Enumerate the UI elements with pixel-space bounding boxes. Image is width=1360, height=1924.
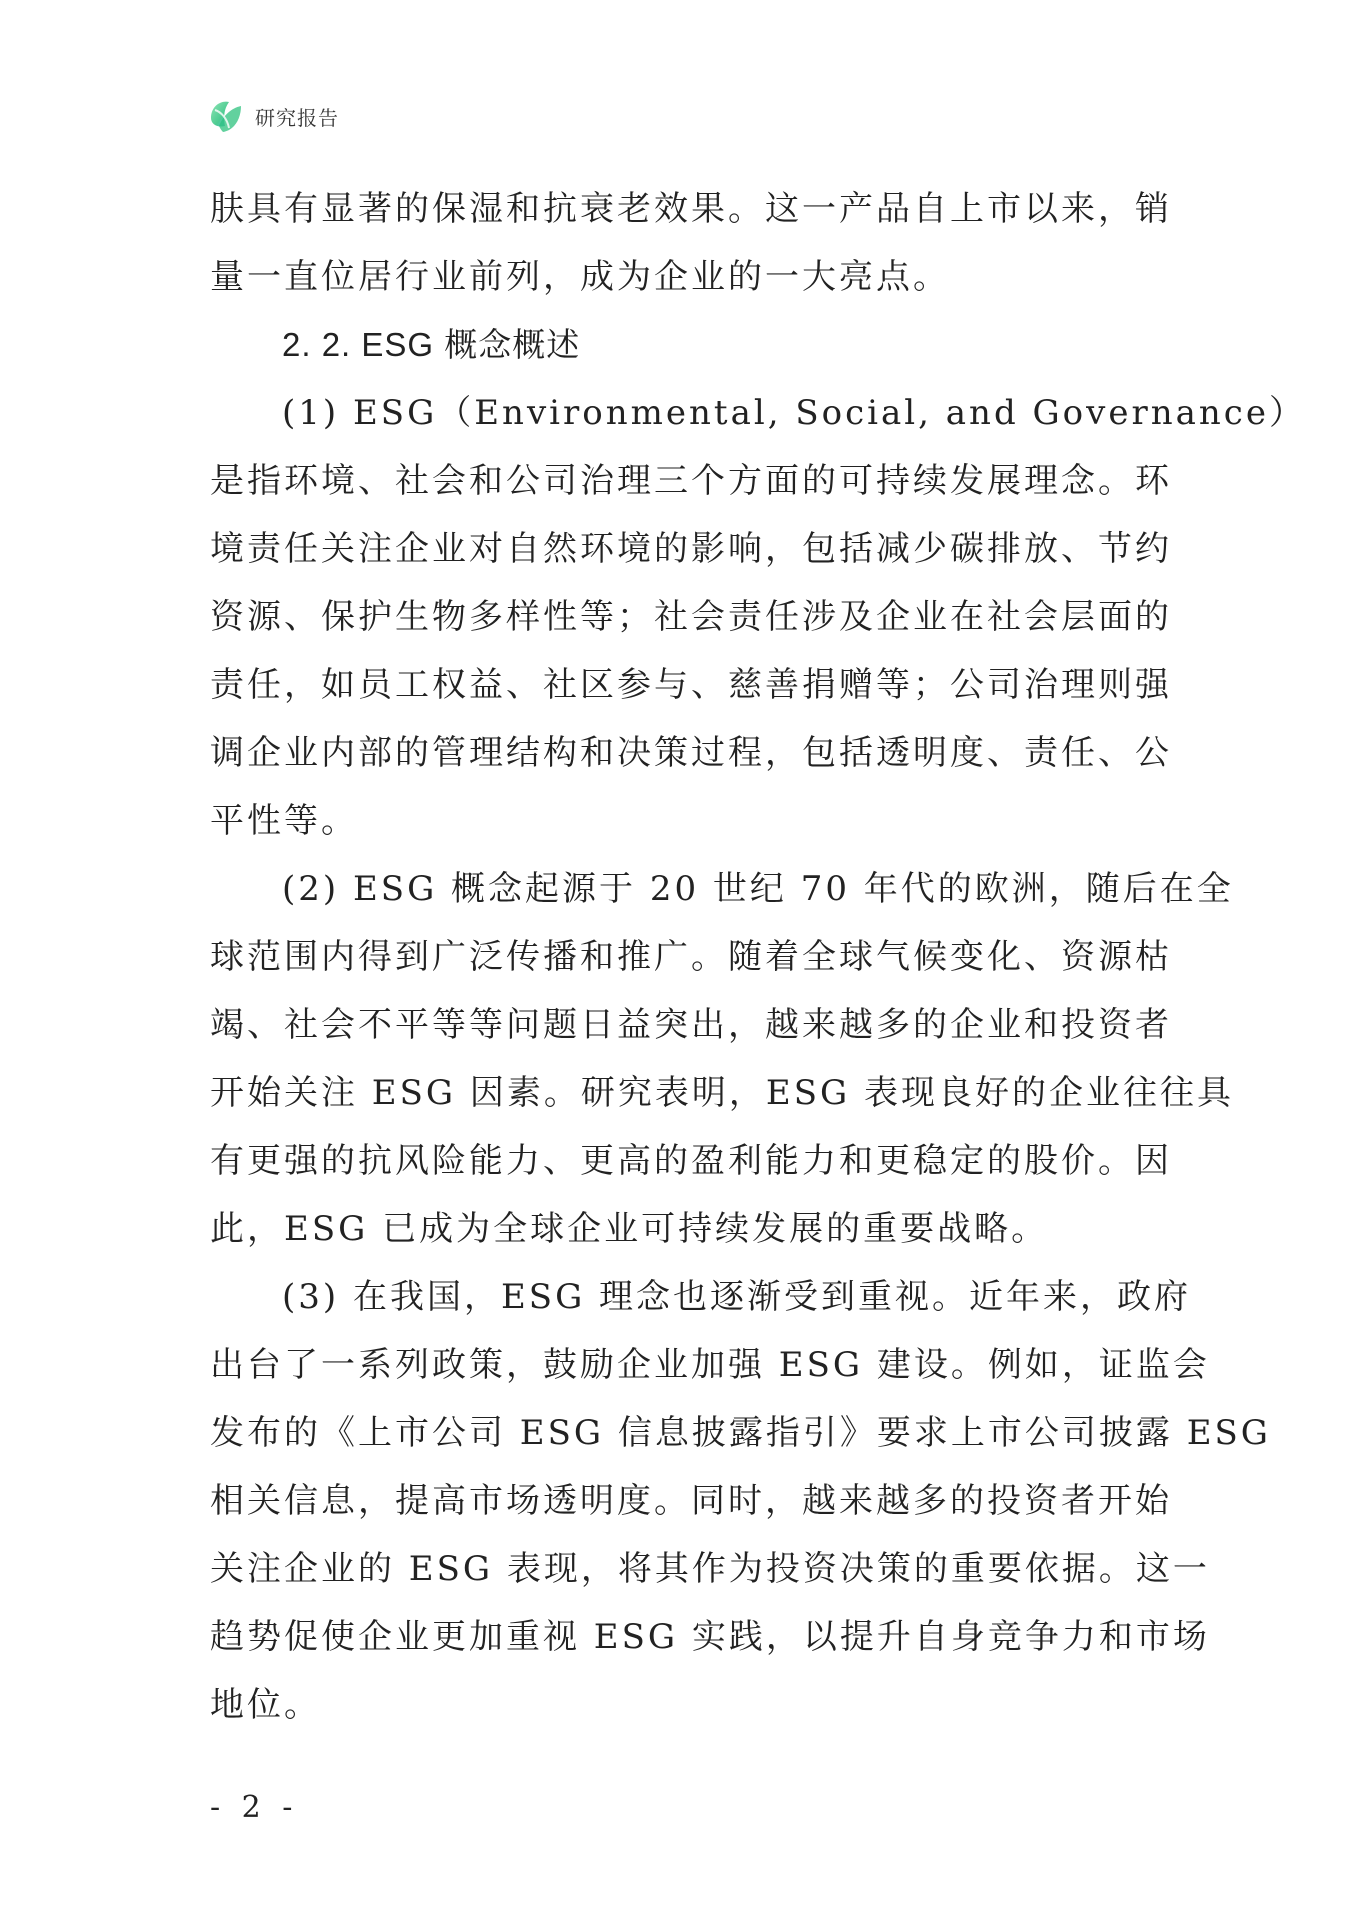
body-line: 责任，如员工权益、社区参与、慈善捐赠等；公司治理则强 — [210, 665, 1172, 705]
paragraph-3 — [210, 1263, 1271, 1739]
body-line: 此，ESG 已成为全球企业可持续发展的重要战略。 — [210, 1209, 1049, 1249]
body-line: 调企业内部的管理结构和决策过程，包括透明度、责任、公 — [210, 733, 1172, 773]
body-line: 竭、社会不平等等问题日益突出，越来越多的企业和投资者 — [210, 1005, 1172, 1045]
body-line: 地位。 — [210, 1685, 321, 1725]
body-line: 球范围内得到广泛传播和推广。随着全球气候变化、资源枯 — [210, 937, 1172, 977]
body-line: 肤具有显著的保湿和抗衰老效果。这一产品自上市以来，销 — [210, 189, 1172, 229]
body-line: (2) ESG 概念起源于 20 世纪 70 年代的欧洲，随后在全 — [282, 869, 1234, 909]
header-title: 研究报告 — [255, 105, 339, 130]
body-line: 出台了一系列政策，鼓励企业加强 ESG 建设。例如，证监会 — [210, 1345, 1210, 1385]
body-line: 发布的《上市公司 ESG 信息披露指引》要求上市公司披露 ESG — [210, 1413, 1271, 1453]
leaf-logo-icon — [205, 96, 245, 136]
paragraph-1 — [210, 379, 1306, 855]
page-number: - 2 - — [210, 1790, 299, 1825]
page-header — [205, 96, 339, 136]
body-line: 开始关注 ESG 因素。研究表明，ESG 表现良好的企业往往具 — [210, 1073, 1234, 1113]
paragraph-2 — [210, 855, 1234, 1263]
body-line: 量一直位居行业前列，成为企业的一大亮点。 — [210, 257, 950, 297]
body-line: 相关信息，提高市场透明度。同时，越来越多的投资者开始 — [210, 1481, 1172, 1521]
body-line: (3) 在我国，ESG 理念也逐渐受到重视。近年来，政府 — [282, 1277, 1192, 1317]
section-heading: 2. 2. ESG 概念概述 — [282, 326, 581, 363]
body-line: 境责任关注企业对自然环境的影响，包括减少碳排放、节约 — [210, 529, 1172, 569]
body-line: 有更强的抗风险能力、更高的盈利能力和更稳定的股价。因 — [210, 1141, 1172, 1181]
body-line: (1) ESG（Environmental, Social, and Governance） — [282, 393, 1306, 433]
body-line: 关注企业的 ESG 表现，将其作为投资决策的重要依据。这一 — [210, 1549, 1210, 1589]
body-line: 平性等。 — [210, 801, 358, 841]
document-body — [210, 175, 1306, 1739]
body-line: 资源、保护生物多样性等；社会责任涉及企业在社会层面的 — [210, 597, 1172, 637]
body-line: 趋势促使企业更加重视 ESG 实践，以提升自身竞争力和市场 — [210, 1617, 1210, 1657]
body-line: 是指环境、社会和公司治理三个方面的可持续发展理念。环 — [210, 461, 1172, 501]
